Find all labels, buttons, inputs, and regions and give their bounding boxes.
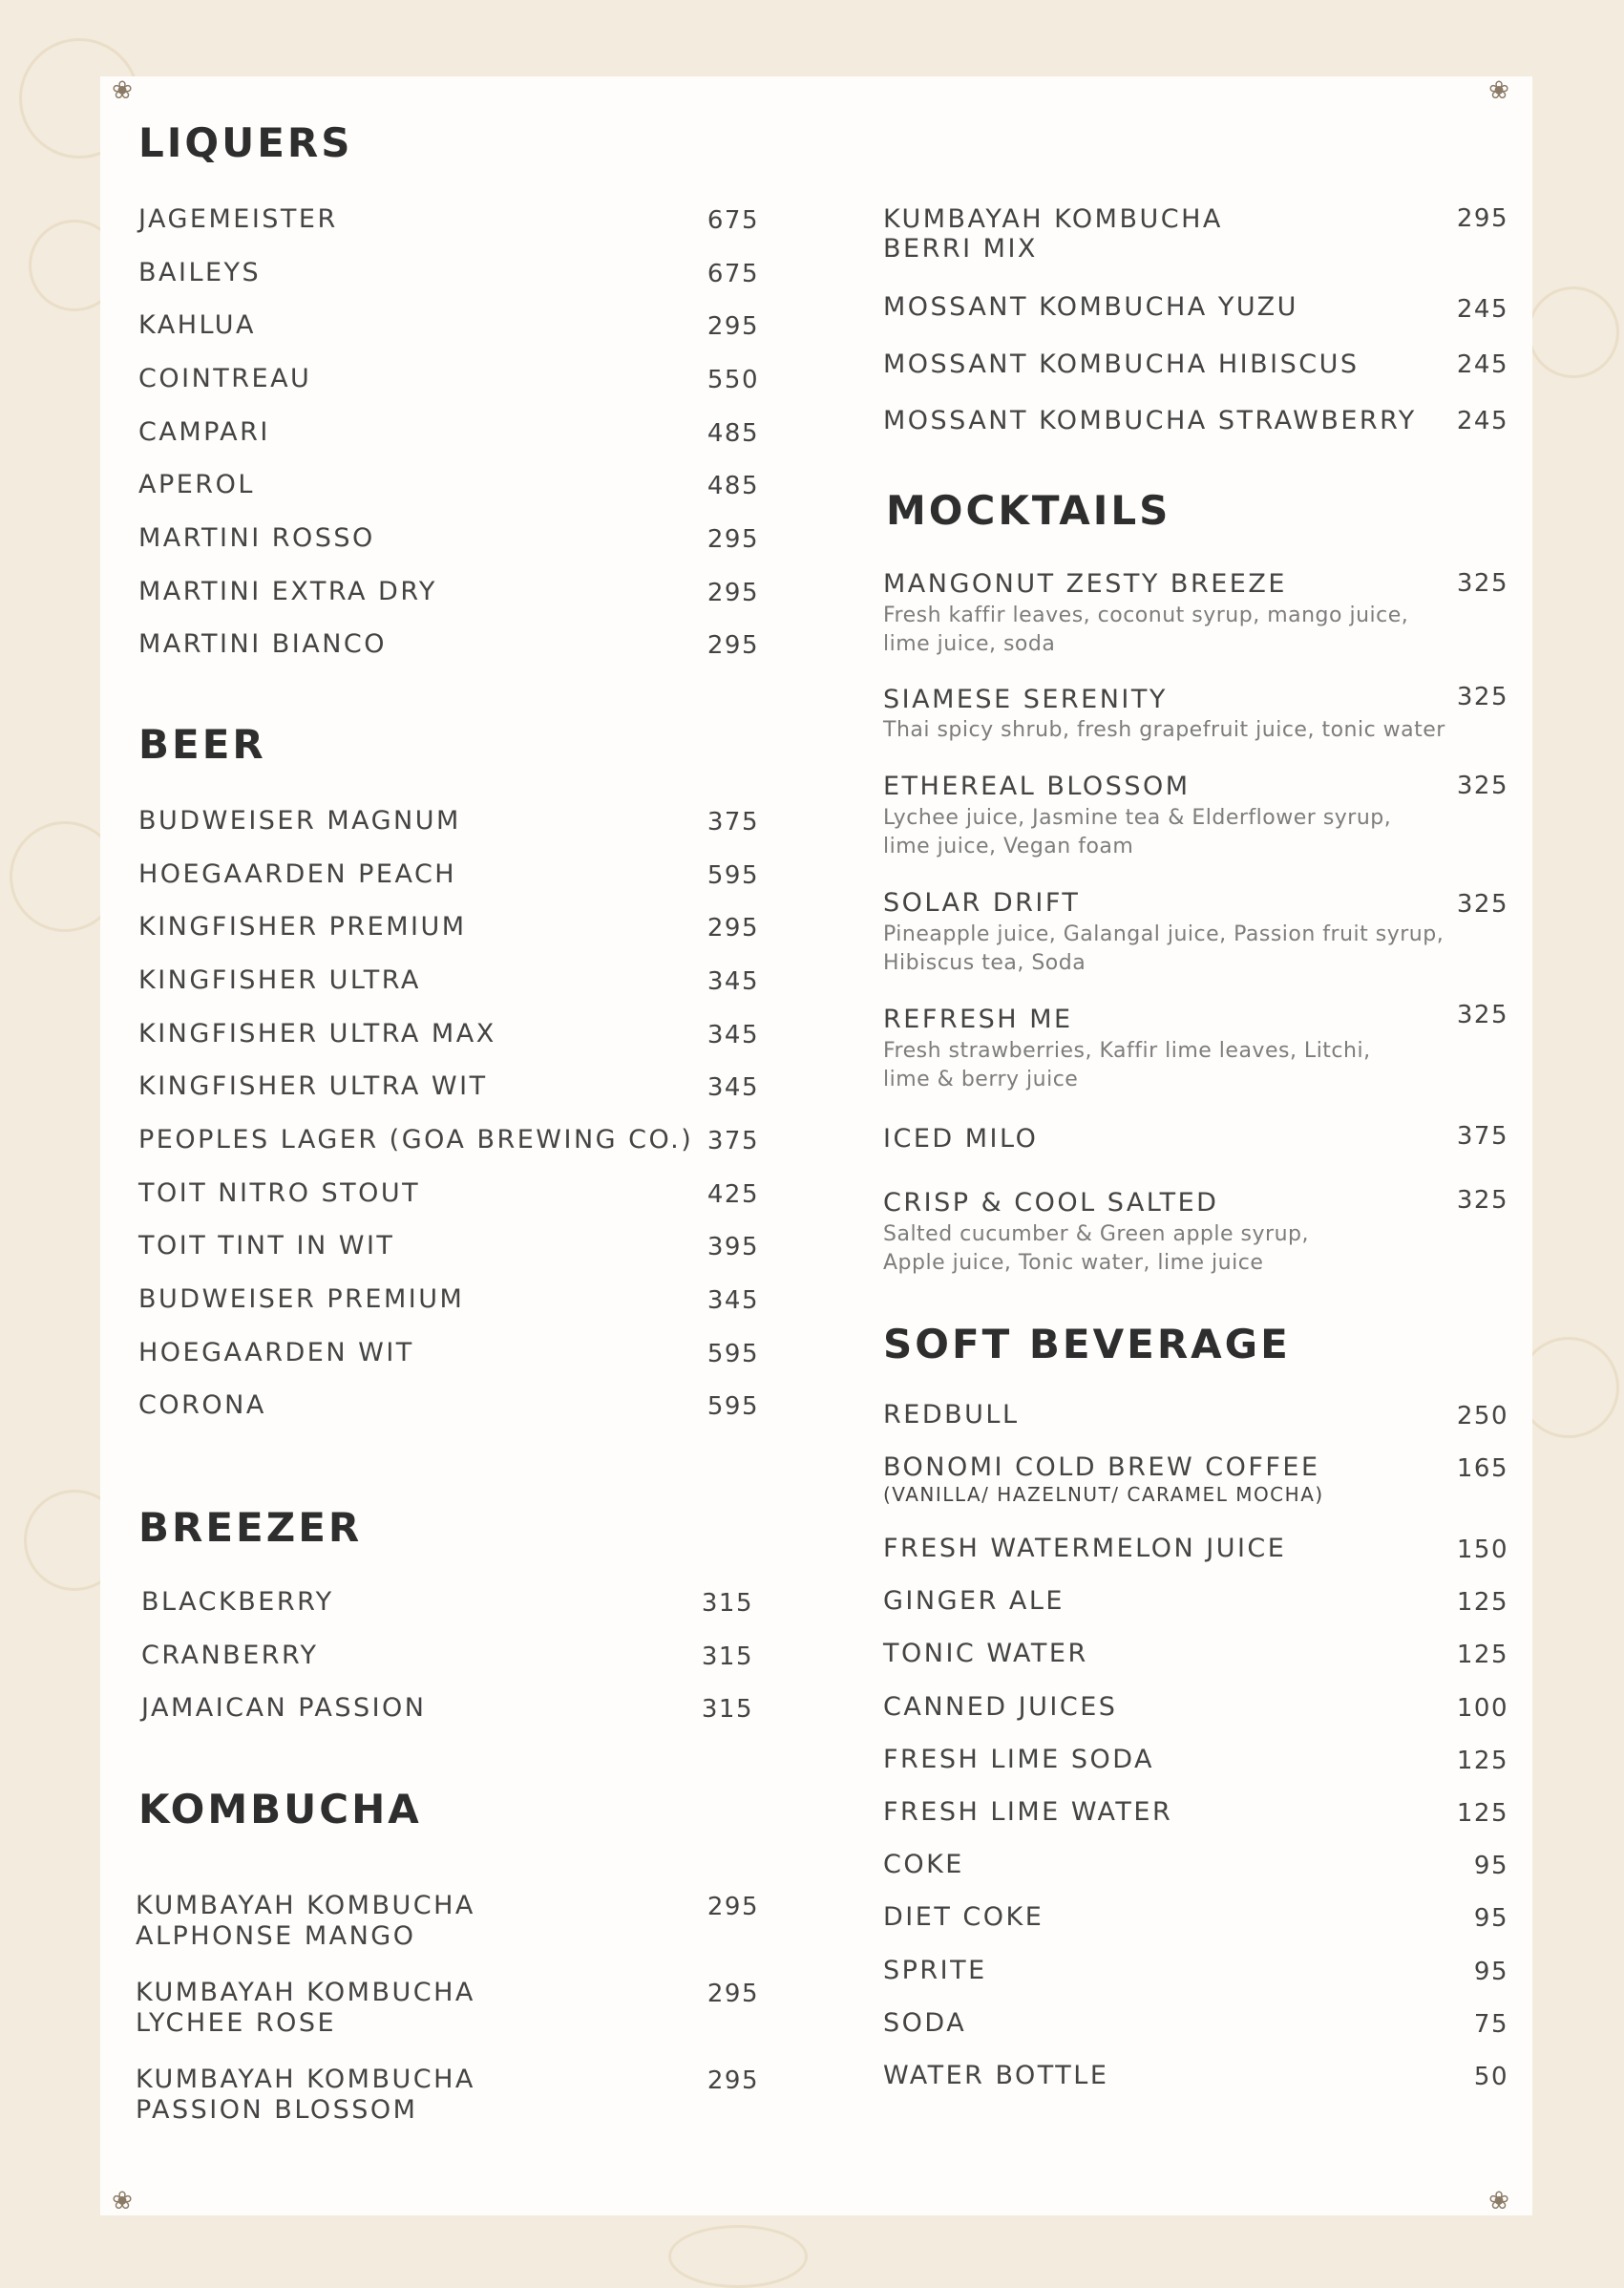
menu-item-name: MARTINI ROSSO (138, 523, 375, 553)
section-title-soft-beverage: SOFT BEVERAGE (883, 1321, 1291, 1367)
menu-item-price: 95 (1473, 1958, 1508, 1986)
menu-item-description: lime juice, Vegan foam (883, 835, 1134, 858)
menu-item-name: REFRESH ME (883, 1005, 1073, 1034)
menu-item-description: Lychee juice, Jasmine tea & Elderflower syrup, (883, 806, 1392, 830)
menu-item-description: Pineapple juice, Galangal juice, Passion fruit syrup, (883, 922, 1445, 946)
menu-item-name: BAILEYS (138, 258, 262, 287)
menu-item-name: JAMAICAN PASSION (141, 1693, 427, 1723)
menu-item-name: REDBULL (883, 1400, 1020, 1430)
menu-item-price: 50 (1473, 2063, 1508, 2091)
menu-item-price: 150 (1456, 1536, 1508, 1564)
menu-item-name: BUDWEISER PREMIUM (138, 1284, 465, 1314)
menu-item-name: SIAMESE SERENITY (883, 685, 1168, 714)
background-swirl (668, 2225, 808, 2288)
menu-item-name: MOSSANT KOMBUCHA YUZU (883, 292, 1298, 322)
menu-item-price: 295 (707, 579, 759, 607)
menu-item-name: PASSION BLOSSOM (136, 2095, 418, 2125)
menu-item-name: COINTREAU (138, 364, 312, 393)
menu-item-description: Hibiscus tea, Soda (883, 951, 1086, 975)
menu-item-name: CORONA (138, 1390, 266, 1420)
section-title-kombucha: KOMBUCHA (138, 1786, 422, 1833)
menu-item-price: 395 (707, 1233, 759, 1261)
menu-item-price: 315 (701, 1695, 753, 1724)
menu-item-name: ALPHONSE MANGO (136, 1921, 416, 1951)
menu-item-name: BONOMI COLD BREW COFFEE (883, 1452, 1320, 1482)
menu-item-price: 595 (707, 1340, 759, 1368)
menu-item-name: MOSSANT KOMBUCHA HIBISCUS (883, 350, 1360, 379)
menu-item-price: 95 (1473, 1852, 1508, 1880)
menu-item-name: SOLAR DRIFT (883, 888, 1081, 918)
menu-item-name: HOEGAARDEN PEACH (138, 859, 457, 889)
menu-item-price: 125 (1456, 1799, 1508, 1828)
ornament-icon: ❀ (1488, 2187, 1509, 2215)
menu-item-name: ETHEREAL BLOSSOM (883, 772, 1191, 801)
menu-item-price: 295 (707, 312, 759, 341)
menu-item-price: 325 (1456, 1001, 1508, 1029)
menu-item-price: 325 (1456, 683, 1508, 711)
menu-item-price: 485 (707, 472, 759, 500)
background-swirl (1518, 1337, 1619, 1438)
menu-item-price: 375 (707, 1127, 759, 1155)
menu-item-name: TOIT NITRO STOUT (138, 1178, 421, 1208)
menu-item-name: KINGFISHER ULTRA WIT (138, 1071, 488, 1101)
menu-item-price: 295 (707, 631, 759, 660)
menu-item-description: Fresh strawberries, Kaffir lime leaves, Litchi, (883, 1039, 1371, 1063)
menu-item-name: KINGFISHER PREMIUM (138, 912, 467, 942)
menu-item-price: 425 (707, 1180, 759, 1209)
menu-item-price: 595 (707, 1392, 759, 1421)
section-title-liqueurs: LIQUERS (138, 119, 353, 166)
menu-item-name: PEOPLES LAGER (GOA BREWING CO.) (138, 1125, 694, 1155)
menu-item-price: 345 (707, 1286, 759, 1315)
menu-item-name: MOSSANT KOMBUCHA STRAWBERRY (883, 406, 1417, 435)
menu-item-price: 250 (1456, 1402, 1508, 1430)
menu-item-name: CRISP & COOL SALTED (883, 1188, 1219, 1218)
menu-item-name: FRESH LIME WATER (883, 1797, 1173, 1827)
menu-item-name: LYCHEE ROSE (136, 2008, 337, 2038)
menu-item-price: 550 (707, 366, 759, 394)
menu-item-price: 315 (701, 1589, 753, 1618)
menu-item-price: 245 (1456, 350, 1508, 379)
menu-item-description: Fresh kaffir leaves, coconut syrup, mango juice, (883, 604, 1409, 627)
menu-item-name: CAMPARI (138, 417, 270, 447)
menu-item-name: WATER BOTTLE (883, 2061, 1109, 2090)
section-title-beer: BEER (138, 721, 266, 768)
menu-item-name: KINGFISHER ULTRA (138, 965, 421, 995)
menu-item-price: 295 (707, 1980, 759, 2008)
menu-item-name: COKE (883, 1850, 964, 1879)
menu-item-price: 295 (707, 914, 759, 943)
menu-item-description: Apple juice, Tonic water, lime juice (883, 1251, 1264, 1275)
menu-item-name: BERRI MIX (883, 234, 1038, 264)
menu-item-name: FRESH LIME SODA (883, 1745, 1154, 1774)
menu-item-name: KUMBAYAH KOMBUCHA (136, 2065, 475, 2094)
menu-item-price: 295 (707, 1893, 759, 1921)
ornament-icon: ❀ (1488, 76, 1509, 105)
menu-item-description: lime & berry juice (883, 1068, 1079, 1091)
menu-item-price: 100 (1456, 1694, 1508, 1723)
ornament-icon: ❀ (112, 2187, 133, 2215)
menu-item-price: 295 (707, 2066, 759, 2095)
menu-item-description: Salted cucumber & Green apple syrup, (883, 1222, 1309, 1246)
menu-item-name: DIET COKE (883, 1902, 1044, 1932)
menu-item-price: 125 (1456, 1747, 1508, 1775)
menu-item-name: SPRITE (883, 1956, 987, 1985)
menu-item-price: 125 (1456, 1588, 1508, 1617)
menu-item-name: FRESH WATERMELON JUICE (883, 1534, 1287, 1563)
menu-item-price: 295 (1456, 204, 1508, 233)
menu-item-name: SODA (883, 2008, 967, 2038)
menu-item-price: 325 (1456, 890, 1508, 919)
menu-item-price: 345 (707, 967, 759, 996)
menu-item-name: CRANBERRY (141, 1641, 319, 1670)
menu-item-name: HOEGAARDEN WIT (138, 1338, 414, 1367)
background-swirl (1528, 286, 1619, 378)
menu-item-price: 165 (1456, 1454, 1508, 1483)
menu-item-name: MANGONUT ZESTY BREEZE (883, 569, 1287, 599)
menu-item-price: 485 (707, 419, 759, 448)
menu-item-name: CANNED JUICES (883, 1692, 1118, 1722)
section-title-breezer: BREEZER (138, 1504, 363, 1551)
menu-item-name: ICED MILO (883, 1124, 1039, 1154)
menu-item-name: BLACKBERRY (141, 1587, 334, 1617)
menu-item-price: 95 (1473, 1904, 1508, 1933)
menu-item-price: 675 (707, 206, 759, 235)
menu-item-price: 375 (707, 808, 759, 837)
menu-item-price: 345 (707, 1021, 759, 1049)
menu-item-price: 245 (1456, 407, 1508, 435)
menu-item-price: 345 (707, 1073, 759, 1102)
menu-item-name: KUMBAYAH KOMBUCHA (136, 1978, 475, 2007)
menu-item-name: TOIT TINT IN WIT (138, 1231, 395, 1261)
menu-item-name: GINGER ALE (883, 1586, 1065, 1616)
menu-item-price: 125 (1456, 1641, 1508, 1669)
menu-item-price: 245 (1456, 295, 1508, 324)
menu-page (100, 76, 1532, 2215)
menu-item-name: APEROL (138, 470, 255, 499)
menu-item-name: KINGFISHER ULTRA MAX (138, 1019, 496, 1049)
menu-item-price: 675 (707, 260, 759, 288)
menu-item-price: 75 (1473, 2010, 1508, 2039)
menu-item-name: MARTINI EXTRA DRY (138, 577, 437, 606)
menu-item-name: JAGEMEISTER (138, 204, 338, 234)
menu-item-name: TONIC WATER (883, 1639, 1088, 1668)
section-title-mocktails: MOCKTAILS (886, 487, 1171, 534)
menu-item-price: 325 (1456, 772, 1508, 800)
menu-item-name: KAHLUA (138, 310, 256, 340)
menu-item-price: 315 (701, 1642, 753, 1671)
menu-item-price: 375 (1456, 1122, 1508, 1151)
ornament-icon: ❀ (112, 76, 133, 105)
menu-item-price: 325 (1456, 569, 1508, 598)
menu-item-price: 325 (1456, 1186, 1508, 1215)
menu-item-name: KUMBAYAH KOMBUCHA (136, 1891, 475, 1920)
menu-item-price: 295 (707, 525, 759, 554)
menu-item-name: MARTINI BIANCO (138, 629, 388, 659)
menu-item-name: BUDWEISER MAGNUM (138, 806, 461, 836)
menu-item-subtitle: (VANILLA/ HAZELNUT/ CARAMEL MOCHA) (883, 1483, 1324, 1506)
menu-item-name: KUMBAYAH KOMBUCHA (883, 204, 1223, 234)
menu-item-description: lime juice, soda (883, 632, 1056, 656)
menu-item-description: Thai spicy shrub, fresh grapefruit juice, tonic water (883, 718, 1445, 742)
menu-item-price: 595 (707, 861, 759, 890)
